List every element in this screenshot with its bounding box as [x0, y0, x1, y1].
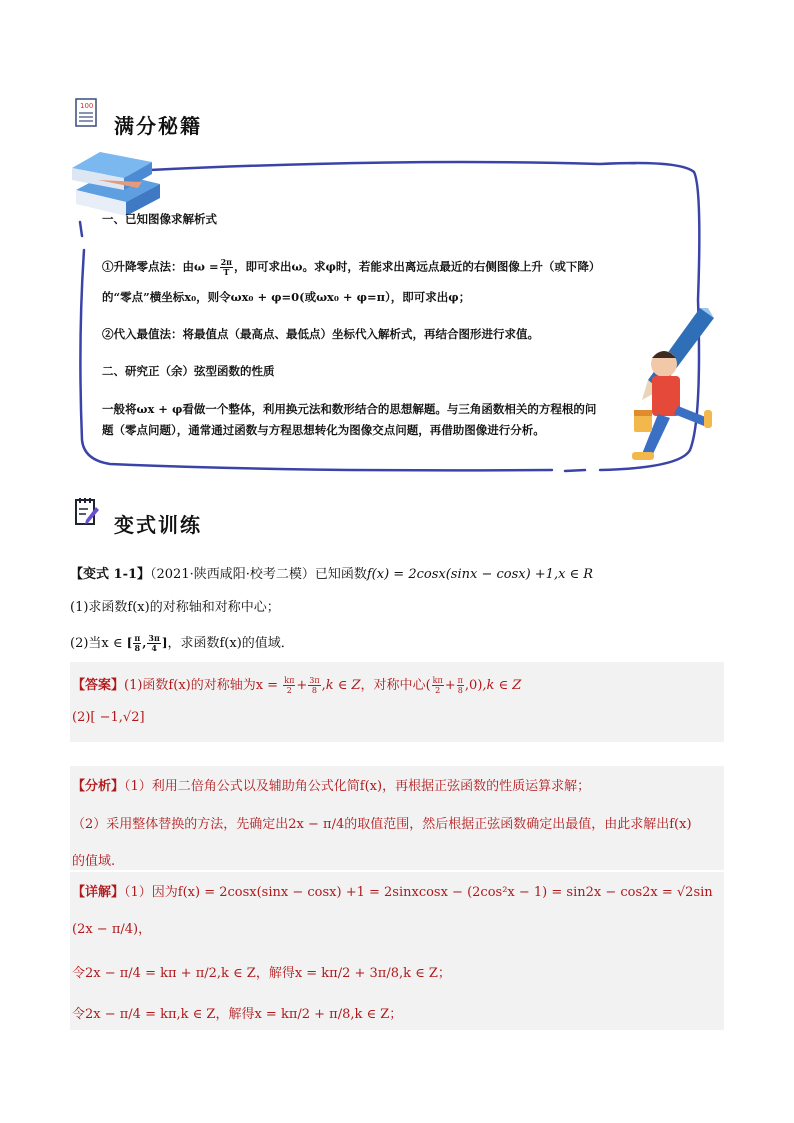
section-title-2: 变式训练 [114, 513, 202, 537]
box-heading-1: 一、已知图像求解析式 [102, 212, 217, 226]
problem-label: 【变式 1-1】 [70, 567, 151, 582]
section-title-1: 满分秘籍 [114, 114, 202, 138]
box-para-1 [102, 258, 600, 277]
answer-label: 【答案】 [72, 678, 125, 693]
problem-part-1: (1)求函数f(x)的对称轴和对称中心； [70, 600, 280, 615]
frac-3pi-8: $\frac{3\pi}{8}$ [309, 676, 320, 695]
analysis-line-1 [72, 775, 590, 794]
student-with-pen-illustration [612, 306, 724, 474]
interval-right: $\frac{3\pi}{4}$ [148, 633, 160, 653]
box-para-1b: ，即可求出ω。求φ时，若能求出离远点最近的右侧图像上升（或下降） [234, 259, 601, 274]
problem-source: （2021·陕西咸阳·校考二模）已知函数 [150, 567, 367, 582]
answer-a1c: ,k ∈ Z [482, 678, 522, 693]
analysis-l1: （1）利用二倍角公式以及辅助角公式化简f(x)，再根据正弦函数的性质运算求解； [124, 779, 591, 794]
analysis-line-2: （2）采用整体替换的方法，先确定出2x − π/4的取值范围，然后根据正弦函数确定出最值，由此求解出f(x) [72, 817, 692, 832]
interval: [ $\frac{\pi}{8}$ , $\frac{3\pi}{4}$ ] [126, 633, 168, 653]
detail-l1: （1）因为f(x) = 2cosx(sinx − cosx) +1 = 2sinxcosx − (2cos²x − 1) = sin2x − cos2x = √2sin [124, 885, 713, 900]
detail-line-1 [72, 881, 713, 900]
box-heading-2: 二、研究正（余）弦型函数的性质 [102, 364, 275, 378]
svg-text:100: 100 [80, 102, 94, 110]
section-header-2 [74, 497, 100, 531]
box-para-2: 的“零点”横坐标x₀，则令ωx₀ + φ=0(或ωx₀ + φ=π），即可求出φ； [102, 290, 471, 304]
detail-line-4: 令2x − π/4 = kπ,k ∈ Z，解得x = kπ/2 + π/8,k ∈ Z； [72, 1007, 403, 1022]
problem-formula: f(x) = 2cosx(sinx − cosx) +1,x ∈ R [366, 567, 594, 582]
answer-line-1: 【答案】(1)函数f(x)的对称轴为x = $\frac{k\pi}{2}$ + $\frac{3\pi}{8}$ ,k ∈ Z，对称中心( $\frac{k\pi}{2}$ + $\frac{\pi}{8}$ ,0),k ∈ Z [72, 676, 522, 695]
analysis-line-3: 的值域. [72, 854, 116, 869]
box-para-5: 题（零点问题），通常通过函数与方程思想转化为图像交点问题，再借助图像进行分析。 [102, 423, 545, 437]
answer-line-2: (2)[ −1,√2] [72, 710, 145, 725]
answer-a1a: (1)函数f(x)的对称轴为x = [124, 678, 279, 693]
analysis-label: 【分析】 [72, 779, 125, 794]
frac-pi-8: $\frac{\pi}{8}$ [457, 676, 463, 695]
problem-part-2 [70, 632, 294, 653]
frac-den: T [223, 267, 230, 277]
omega-fraction [220, 258, 233, 277]
frac-num: 2π [220, 257, 233, 267]
interval-left: $\frac{\pi}{8}$ [134, 633, 141, 653]
part2-suffix: ，求函数f(x)的值域． [167, 636, 294, 651]
frac-kpi-2b: $\frac{k\pi}{2}$ [432, 676, 443, 695]
answer-a1b: ，对称中心 [360, 678, 426, 693]
detail-line-2: (2x − π/4)， [72, 922, 152, 937]
detail-label: 【详解】 [72, 885, 125, 900]
box-para-1a: ①升降零点法：由ω = [102, 259, 219, 274]
problem-statement [70, 563, 593, 582]
detail-line-3: 令2x − π/4 = kπ + π/2,k ∈ Z，解得x = kπ/2 + 3π/8,k ∈ Z； [72, 966, 451, 981]
box-para-4: 一般将ωx + φ看做一个整体，利用换元法和数形结合的思想解题。与三角函数相关的方程根的问 [102, 402, 597, 416]
edit-notebook-icon [74, 497, 100, 527]
frac-kpi-2: $\frac{k\pi}{2}$ [284, 676, 295, 695]
part2-prefix: (2)当x ∈ [70, 636, 123, 651]
box-para-3: ②代入最值法：将最值点（最高点、最低点）坐标代入解析式，再结合图形进行求值。 [102, 327, 539, 341]
